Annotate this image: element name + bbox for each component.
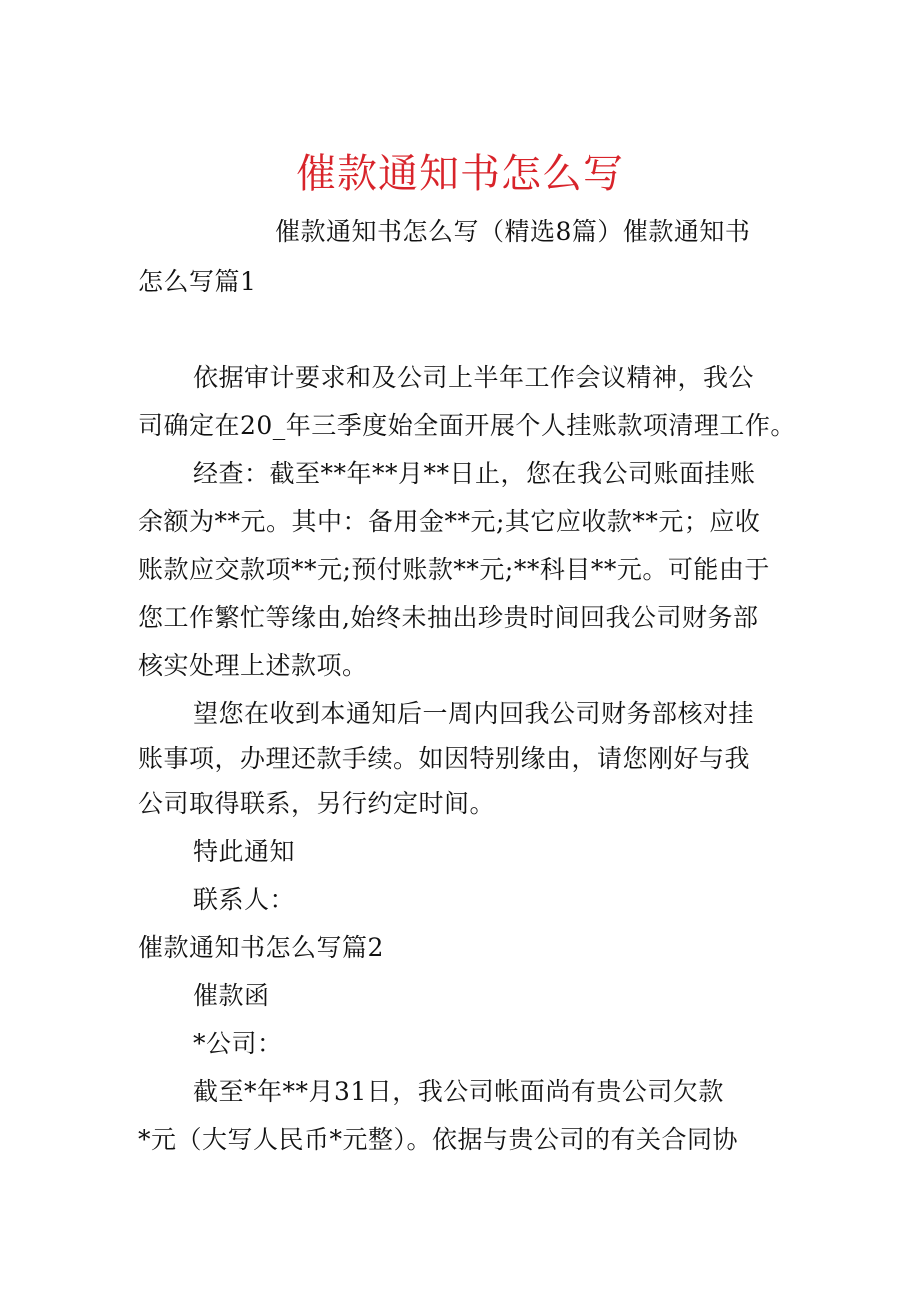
paragraph-2-line-2: 余额为**元。其中：备用金**元;其它应收款**元；应收	[138, 507, 761, 536]
paragraph-3-line-3: 公司取得联系，另行约定时间。	[138, 789, 496, 818]
section-2-heading: 催款通知书怎么写篇2	[138, 933, 384, 962]
paragraph-1-line-1: 依据审计要求和及公司上半年工作会议精神，我公	[193, 363, 755, 392]
paragraph-2-line-4: 您工作繁忙等缘由,始终未抽出珍贵时间回我公司财务部	[138, 603, 759, 632]
subtitle-line-2: 怎么写篇1	[138, 267, 257, 296]
paragraph-2-line-5: 核实处理上述款项。	[138, 651, 368, 680]
paragraph-2-line-1: 经查：截至**年**月**日止，您在我公司账面挂账	[193, 459, 756, 488]
paragraph-3-line-1: 望您在收到本通知后一周内回我公司财务部核对挂	[193, 699, 755, 728]
paragraph-2-line-3: 账款应交款项**元;预付账款**元;**科目**元。可能由于	[138, 555, 770, 584]
notice-line: 特此通知	[193, 837, 296, 866]
addressee-line: *公司：	[193, 1029, 283, 1058]
document-title: 催款通知书怎么写	[296, 151, 624, 197]
paragraph-4-line-1: 截至*年**月31日，我公司帐面尚有贵公司欠款	[193, 1077, 724, 1106]
paragraph-4-line-2: *元（大写人民币*元整）。依据与贵公司的有关合同协	[138, 1125, 739, 1154]
paragraph-1-line-2: 司确定在20_年三季度始全面开展个人挂账款项清理工作。	[138, 411, 796, 440]
letter-title: 催款函	[193, 981, 270, 1010]
paragraph-3-line-2: 账事项，办理还款手续。如因特别缘由，请您刚好与我	[138, 744, 751, 773]
subtitle-line-1: 催款通知书怎么写（精选8篇）催款通知书	[275, 217, 751, 246]
contact-line: 联系人：	[193, 885, 296, 914]
